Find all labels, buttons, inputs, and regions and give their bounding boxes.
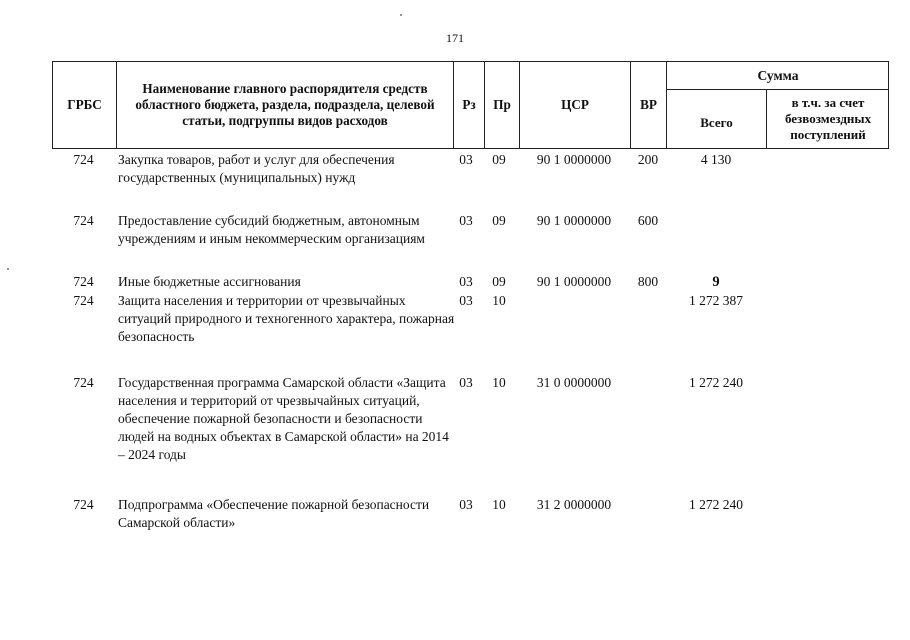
cell-grbs: 724	[73, 497, 94, 512]
cell-total: 1 272 240	[689, 375, 743, 390]
page-number: 171	[446, 31, 464, 45]
cell-vr: 600	[637, 213, 659, 228]
cell-rz: 03	[459, 375, 473, 390]
scan-speck	[400, 14, 402, 16]
cell-name: Иные бюджетные ассигнования	[118, 274, 301, 289]
header-total: Всего	[667, 89, 767, 149]
header-name: Наименование главного распорядителя средств областного бюджета, раздела, подраздела, целевой статьи, подгруппы видов расходов	[117, 62, 454, 148]
cell-grbs: 724	[73, 293, 94, 308]
cell-rz: 03	[459, 274, 473, 289]
cell-name: Защита населения и территории от чрезвычайных ситуаций природного и техногенного характера, пожарная безопасность	[118, 293, 455, 344]
cell-rz: 03	[459, 497, 473, 512]
cell-name: Государственная программа Самарской области «Защита населения и территорий от чрезвычайных ситуаций, обеспечение пожарной безопасности и безопасности людей на водных объектах в Самарской области» на 2014 – 2024 годы	[118, 375, 449, 462]
header-csr: ЦСР	[520, 62, 631, 148]
cell-total: 1 272 387	[689, 293, 743, 308]
table-header	[52, 61, 889, 149]
cell-vr: 200	[637, 152, 659, 167]
header-sum: Сумма	[667, 62, 889, 90]
cell-csr: 31 0 0000000	[536, 375, 612, 390]
cell-csr: 90 1 0000000	[536, 274, 612, 289]
cell-pr: 09	[492, 274, 506, 289]
cell-csr: 90 1 0000000	[536, 152, 612, 167]
header-vr: ВР	[631, 62, 667, 148]
cell-total: 9	[712, 274, 720, 290]
cell-grbs: 724	[73, 274, 94, 289]
cell-name: Подпрограмма «Обеспечение пожарной безопасности Самарской области»	[118, 497, 430, 530]
cell-total: 1 272 240	[689, 497, 743, 512]
cell-pr: 10	[492, 497, 506, 512]
cell-rz: 03	[459, 213, 473, 228]
header-rz: Рз	[454, 62, 485, 148]
cell-pr: 09	[492, 152, 506, 167]
cell-name: Предоставление субсидий бюджетным, автономным учреждениям и иным некоммерческим организациям	[118, 213, 425, 246]
cell-rz: 03	[459, 293, 473, 308]
cell-csr: 31 2 0000000	[536, 497, 612, 512]
cell-name: Закупка товаров, работ и услуг для обеспечения государственных (муниципальных) нужд	[118, 152, 395, 185]
cell-pr: 09	[492, 213, 506, 228]
header-pr: Пр	[485, 62, 520, 148]
cell-pr: 10	[492, 375, 506, 390]
cell-rz: 03	[459, 152, 473, 167]
header-grbs: ГРБС	[53, 62, 117, 148]
cell-grbs: 724	[73, 152, 94, 167]
scan-speck	[7, 268, 9, 270]
cell-total: 4 130	[700, 152, 732, 167]
cell-grbs: 724	[73, 213, 94, 228]
cell-vr: 800	[637, 274, 659, 289]
cell-grbs: 724	[73, 375, 94, 390]
cell-pr: 10	[492, 293, 506, 308]
header-free: в т.ч. за счет безвозмездных поступлений	[784, 95, 872, 142]
cell-csr: 90 1 0000000	[536, 213, 612, 228]
